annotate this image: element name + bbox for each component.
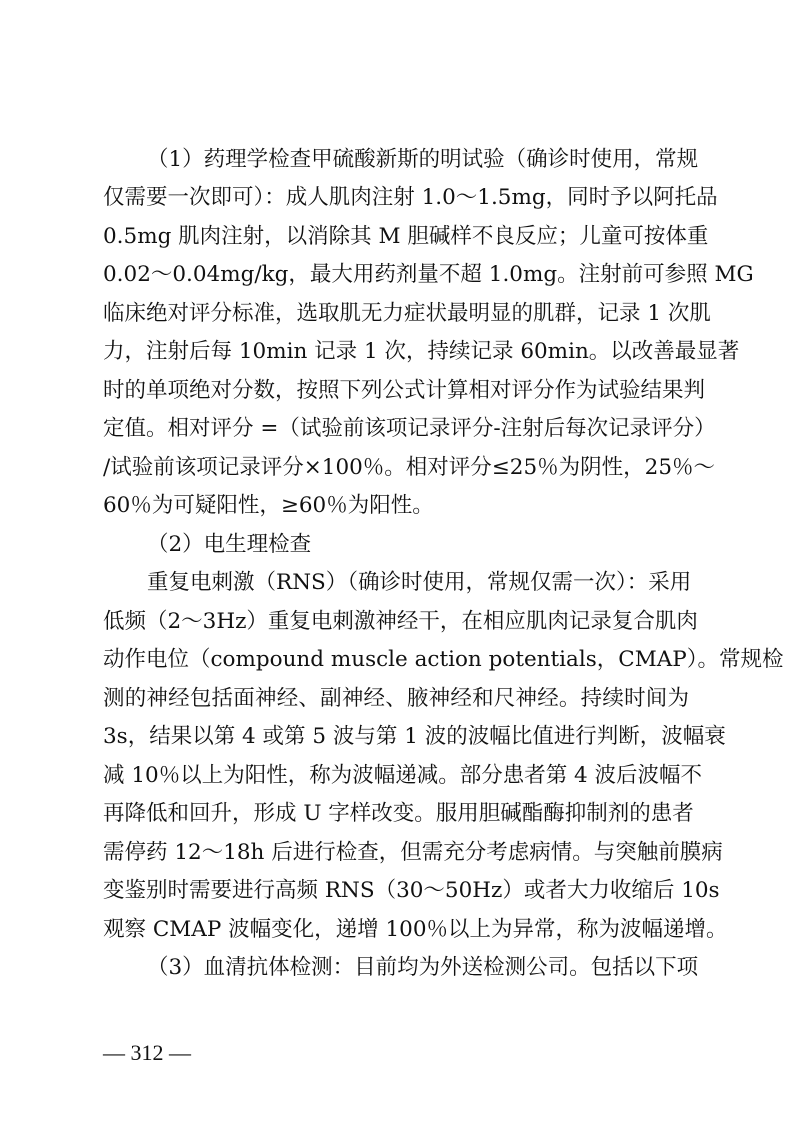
text-line-16: 3s，结果以第 4 或第 5 波与第 1 波的波幅比值进行判断，波幅衰 (103, 724, 726, 749)
text-line-19: 需停药 12～18h 后进行检查，但需充分考虑病情。与突触前膜病 (103, 840, 723, 865)
text-line-8: 定值。相对评分 =（试验前该项记录评分-注射后每次记录评分） (103, 416, 716, 441)
text-line-1: （1）药理学检查甲硫酸新斯的明试验（确诊时使用，常规 (147, 147, 699, 172)
text-line-7: 时的单项绝对分数，按照下列公式计算相对评分作为试验结果判 (103, 378, 706, 403)
text-line-2: 仅需要一次即可）：成人肌肉注射 1.0～1.5mg，同时予以阿托品 (103, 185, 718, 210)
text-line-4: 0.02～0.04mg/kg，最大用药剂量不超 1.0mg。注射前可参照 MG (103, 262, 754, 287)
text-line-13: 低频（2～3Hz）重复电刺激神经干，在相应肌肉记录复合肌肉 (103, 609, 698, 634)
text-line-12: 重复电刺激（RNS）（确诊时使用，常规仅需一次）：采用 (147, 570, 692, 595)
text-line-21: 观察 CMAP 波幅变化，递增 100％以上为异常，称为波幅递增。 (103, 917, 728, 942)
text-line-14: 动作电位（compound muscle action potentials，CMAP）。常规检 (103, 647, 784, 672)
text-line-10: 60％为可疑阳性，≥60％为阳性。 (103, 493, 434, 518)
text-line-6: 力，注射后每 10min 记录 1 次，持续记录 60min。以改善最显著 (103, 339, 740, 364)
text-line-15: 测的神经包括面神经、副神经、腋神经和尺神经。持续时间为 (103, 686, 689, 711)
text-line-22: （3）血清抗体检测：目前均为外送检测公司。包括以下项 (147, 955, 699, 980)
text-line-17: 减 10％以上为阳性，称为波幅递减。部分患者第 4 波后波幅不 (103, 763, 703, 788)
page-number: — 312 — (103, 1040, 191, 1065)
text-line-9: /试验前该项记录评分×100％。相对评分≤25％为阴性，25％～ (103, 455, 716, 480)
text-line-18: 再降低和回升，形成 U 字样改变。服用胆碱酯酶抑制剂的患者 (103, 801, 694, 826)
section-heading-electrophysiology: （2）电生理检查 (147, 532, 312, 557)
text-line-3: 0.5mg 肌肉注射，以消除其 M 胆碱样不良反应；儿童可按体重 (103, 224, 709, 249)
text-line-20: 变鉴别时需要进行高频 RNS（30～50Hz）或者大力收缩后 10s (103, 878, 720, 903)
text-line-5: 临床绝对评分标准，选取肌无力症状最明显的肌群，记录 1 次肌 (103, 301, 711, 326)
